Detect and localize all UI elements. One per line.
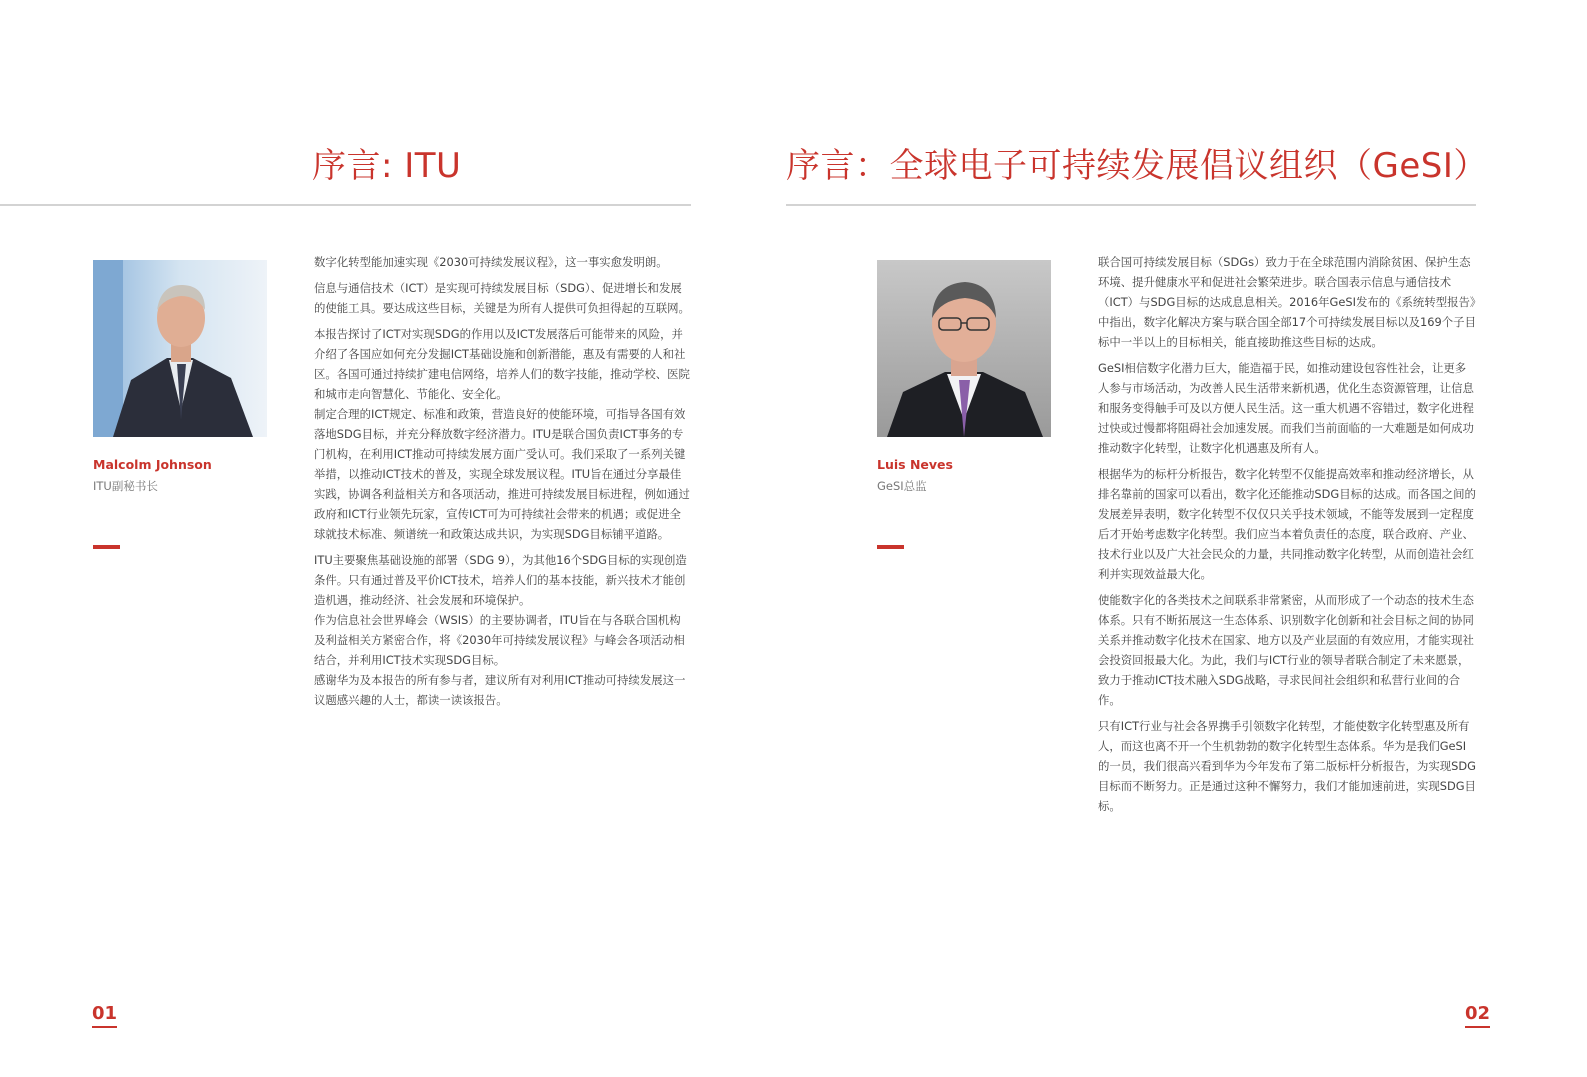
left-person-role: ITU副秘书长 [93,479,158,493]
left-accent-bar [93,545,120,549]
paragraph: ITU主要聚焦基础设施的部署（SDG 9），为其他16个SDG目标的实现创造条件。只有通过普及平价ICT技术，培养人们的基本技能，新兴技术才能创造机遇，推动经济、社会发展和环境保护。 作为信息社会世界峰会（WSIS）的主要协调者，ITU旨在与各联合国机构及利益相关方紧密合作，将《2030年可持续发展议程》与峰会各项活动相结合，并利用ICT技术实现SDG目标。 感谢华为及本报告的所有参与者，建议所有对利用ICT推动可持续发展这一议题感兴趣的人士，都读一读该报告。 [314,553,687,707]
right-body-text [1098,252,1476,822]
right-accent-bar [877,545,904,549]
paragraph: 数字化转型能加速实现《2030可持续发展议程》，这一事实愈发明朗。 [314,255,668,269]
paragraph: 联合国可持续发展目标（SDGs）致力于在全球范围内消除贫困、保护生态环境、提升健康水平和促进社会繁荣进步。联合国表示信息与通信技术（ICT）与SDG目标的达成息息相关。2016年GeSI发布的《系统转型报告》中指出，数字化解决方案与联合国全部17个可持续发展目标以及169个子目标中一半以上的目标相关，能直接助推这些目标的达成。 [1098,255,1476,349]
left-portrait-photo [93,260,267,437]
left-page-number: 01 [92,1004,117,1028]
right-page-title: 序言：全球电子可持续发展倡议组织（GeSI） [786,146,1488,186]
left-person-name: Malcolm Johnson [93,457,212,472]
right-title-rule [786,204,1476,206]
paragraph: 本报告探讨了ICT对实现SDG的作用以及ICT发展落后可能带来的风险，并介绍了各国应如何充分发掘ICT基础设施和创新潜能，惠及有需要的人和社区。各国可通过持续扩建电信网络，培养人们的数字技能，推动学校、医院和城市走向智慧化、节能化、安全化。 制定合理的ICT规定、标准和政策，营造良好的使能环境，可指导各国有效落地SDG目标，并充分释放数字经济潜力。ITU是联合国负责ICT事务的专门机构，在利用ICT推动可持续发展方面广受认可。我们采取了一系列关键举措，以推动ICT技术的普及，实现全球发展议程。ITU旨在通过分享最佳实践，协调各利益相关方和各项活动，推进可持续发展目标进程，例如通过政府和ICT行业领先玩家，宣传ICT可为可持续社会带来的机遇；或促进全球就技术标准、频谱统一和政策达成共识，为实现SDG目标铺平道路。 [314,327,690,541]
paragraph: 使能数字化的各类技术之间联系非常紧密，从而形成了一个动态的技术生态体系。只有不断拓展这一生态体系、识别数字化创新和社会目标之间的协同关系并推动数字化技术在国家、地方以及产业层面的有效应用，才能实现社会投资回报最大化。为此，我们与ICT行业的领导者联合制定了未来愿景，致力于推动ICT技术融入SDG战略，寻求民间社会组织和私营行业间的合作。 [1098,593,1474,707]
left-page-title: 序言: ITU [312,146,462,186]
left-title-rule [0,204,691,206]
paragraph: 只有ICT行业与社会各界携手引领数字化转型，才能使数字化转型惠及所有人，而这也离不开一个生机勃勃的数字化转型生态体系。华为是我们GeSI的一员，我们很高兴看到华为今年发布了第二版标杆分析报告，为实现SDG目标而不断努力。正是通过这种不懈努力，我们才能加速前进，实现SDG目标。 [1098,719,1476,813]
paragraph: 信息与通信技术（ICT）是实现可持续发展目标（SDG）、促进增长和发展的使能工具。要达成这些目标，关键是为所有人提供可负担得起的互联网。 [314,281,690,315]
right-page-number: 02 [1465,1004,1490,1028]
paragraph: 根据华为的标杆分析报告，数字化转型不仅能提高效率和推动经济增长，从排名靠前的国家可以看出，数字化还能推动SDG目标的达成。而各国之间的发展差异表明，数字化转型不仅仅只关乎技术领域，不能等发展到一定程度后才开始考虑数字化转型。我们应当本着负责任的态度，联合政府、产业、技术行业以及广大社会民众的力量，共同推动数字化转型，从而创造社会红利并实现效益最大化。 [1098,467,1476,581]
right-person-role: GeSI总监 [877,479,927,493]
right-person-name: Luis Neves [877,457,953,472]
paragraph: GeSI相信数字化潜力巨大，能造福于民，如推动建设包容性社会，让更多人参与市场活动，为改善人民生活带来新机遇，优化生态资源管理，让信息和服务变得触手可及以方便人民生活。这一重大机遇不容错过，数字化进程过快或过慢都将阻碍社会加速发展。而我们当前面临的一大难题是如何成功推动数字化转型，让数字化机遇惠及所有人。 [1098,361,1474,455]
left-body-text [314,252,692,716]
right-portrait-photo [877,260,1051,437]
